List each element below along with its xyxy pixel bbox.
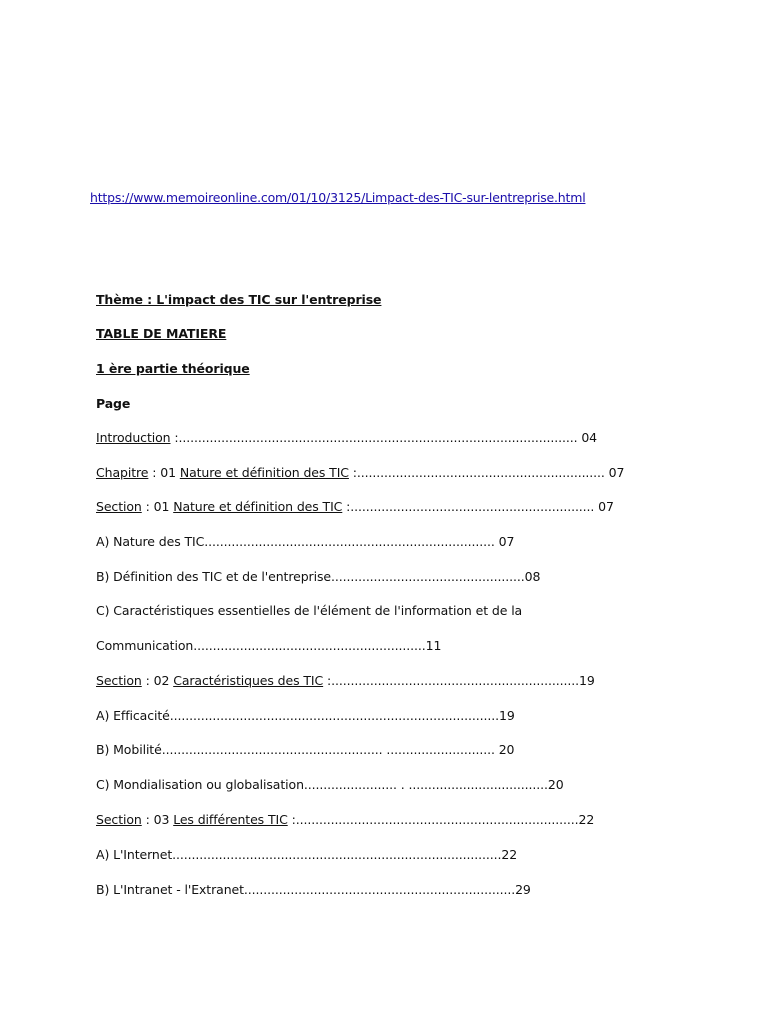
toc-s1-a: A) Nature des TIC........................................................................... 07 [96, 534, 515, 549]
source-url-link[interactable]: https://www.memoireonline.com/01/10/3125/Limpact-des-TIC-sur-lentreprise.html [90, 190, 586, 205]
table-title: TABLE DE MATIERE [96, 326, 227, 341]
toc-section-2-number: : 02 [141, 673, 174, 688]
toc-section-3-rest: :.........................................................................22 [287, 812, 595, 827]
toc-s1-c-line1: C) Caractéristiques essentielles de l'élément de l'information et de la [96, 603, 523, 618]
toc-section-1 [96, 499, 614, 514]
toc-s2-a: A) Efficacité.....................................................................................19 [96, 708, 515, 723]
toc-section-3 [96, 812, 594, 827]
toc-chapitre-1-label: Chapitre [96, 465, 149, 480]
toc-section-3-title: Les différentes TIC [173, 812, 288, 827]
toc-chapitre-1-number: : 01 [148, 465, 180, 480]
toc-section-2-rest: :................................................................19 [323, 673, 595, 688]
toc-s1-b: B) Définition des TIC et de l'entreprise..................................................08 [96, 569, 541, 584]
toc-s2-c: C) Mondialisation ou globalisation........................ . ....................................20 [96, 777, 564, 792]
toc-section-1-number: : 01 [141, 499, 174, 514]
toc-section-2-label: Section [96, 673, 142, 688]
toc-introduction-label: Introduction [96, 430, 171, 445]
toc-chapitre-1 [96, 465, 624, 480]
toc-section-1-label: Section [96, 499, 142, 514]
toc-section-3-number: : 03 [141, 812, 174, 827]
toc-section-1-title: Nature et définition des TIC [173, 499, 343, 514]
page-label: Page [96, 396, 131, 411]
part-title: 1 ère partie théorique [96, 361, 250, 376]
toc-chapitre-1-rest: :................................................................ 07 [348, 465, 625, 480]
toc-introduction [96, 430, 597, 445]
toc-chapitre-1-title: Nature et définition des TIC [179, 465, 349, 480]
toc-section-1-rest: :............................................................... 07 [342, 499, 614, 514]
toc-section-2 [96, 673, 595, 688]
toc-s1-c-line2: Communication............................................................11 [96, 638, 442, 653]
toc-introduction-rest: :....................................................................................................... 04 [170, 430, 598, 445]
toc-section-3-label: Section [96, 812, 142, 827]
toc-s3-b: B) L'Intranet - l'Extranet......................................................................29 [96, 882, 531, 897]
toc-s3-a: A) L'Internet.....................................................................................22 [96, 847, 518, 862]
theme-heading: Thème : L'impact des TIC sur l'entreprise [96, 292, 382, 307]
toc-section-2-title: Caractéristiques des TIC [173, 673, 324, 688]
toc-s2-b: B) Mobilité......................................................... ............................ 20 [96, 742, 515, 757]
